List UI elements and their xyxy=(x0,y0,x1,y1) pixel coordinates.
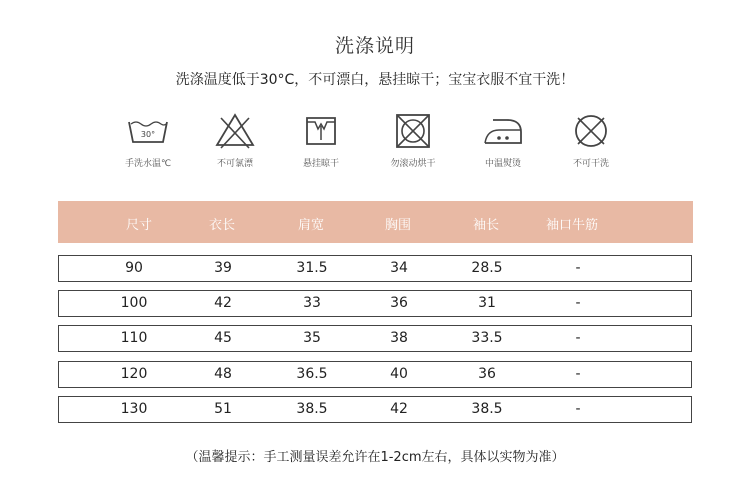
cell-cuff: - xyxy=(575,330,581,346)
cell-length: 51 xyxy=(214,401,232,417)
table-row xyxy=(58,255,692,282)
care-item-hang-dry xyxy=(276,112,366,169)
cell-sleeve: 28.5 xyxy=(471,260,503,276)
cell-cuff: - xyxy=(575,295,581,311)
measurement-note: （温馨提示：手工测量误差允许在1-2cm左右，具体以实物为准） xyxy=(185,450,565,465)
column-header-length: 衣长 xyxy=(208,218,235,233)
cell-chest: 34 xyxy=(390,260,408,276)
care-item-no-bleach xyxy=(190,112,280,169)
care-icons xyxy=(103,112,643,172)
cell-cuff: - xyxy=(575,366,581,382)
cell-sleeve: 31 xyxy=(478,295,496,311)
table-row xyxy=(58,361,692,388)
cell-shoulder: 31.5 xyxy=(296,260,328,276)
cell-sleeve: 38.5 xyxy=(471,401,503,417)
care-label: 不可氯漂 xyxy=(216,159,253,169)
no-bleach-icon xyxy=(213,112,257,150)
cell-shoulder: 35 xyxy=(303,330,321,346)
care-item-no-dry-clean xyxy=(546,112,636,169)
care-label: 中温熨烫 xyxy=(484,159,521,169)
cell-cuff: - xyxy=(575,401,581,417)
column-header-size: 尺寸 xyxy=(125,218,152,233)
cell-size: 110 xyxy=(120,330,148,346)
cell-length: 42 xyxy=(214,295,232,311)
cell-length: 48 xyxy=(214,366,232,382)
cell-chest: 38 xyxy=(390,330,408,346)
table-row xyxy=(58,290,692,317)
cell-size: 100 xyxy=(120,295,148,311)
no-tumble-dry-icon xyxy=(391,112,435,150)
cell-sleeve: 36 xyxy=(478,366,496,382)
hand-wash-icon xyxy=(126,112,170,150)
cell-shoulder: 33 xyxy=(303,295,321,311)
care-item-hand-wash xyxy=(103,112,193,169)
table-row xyxy=(58,396,692,423)
cell-length: 45 xyxy=(214,330,232,346)
table-row xyxy=(58,325,692,352)
care-item-no-tumble-dry xyxy=(368,112,458,169)
column-header-sleeve: 袖长 xyxy=(472,218,499,233)
cell-chest: 36 xyxy=(390,295,408,311)
no-dry-clean-icon xyxy=(569,112,613,150)
cell-length: 39 xyxy=(214,260,232,276)
wash-temperature: 30° xyxy=(140,130,156,139)
column-header-chest: 胸围 xyxy=(384,218,411,233)
size-table-header xyxy=(58,201,693,243)
washing-summary: 洗涤温度低于30°C，不可漂白，悬挂晾干；宝宝衣服不宜干洗！ xyxy=(175,72,575,88)
cell-chest: 40 xyxy=(390,366,408,382)
care-label: 不可干洗 xyxy=(572,159,609,169)
cell-size: 120 xyxy=(120,366,148,382)
care-item-medium-iron xyxy=(458,112,548,169)
care-label: 手洗水温℃ xyxy=(124,159,172,169)
cell-size: 130 xyxy=(120,401,148,417)
cell-shoulder: 36.5 xyxy=(296,366,328,382)
hang-dry-icon xyxy=(299,112,343,150)
column-header-cuff: 袖口牛筋 xyxy=(545,218,598,233)
care-label: 悬挂晾干 xyxy=(302,159,339,169)
care-label: 勿滚动烘干 xyxy=(390,159,436,169)
medium-iron-icon xyxy=(479,112,527,150)
column-header-shoulder: 肩宽 xyxy=(297,218,324,233)
page-title: 洗涤说明 xyxy=(334,35,415,57)
cell-shoulder: 38.5 xyxy=(296,401,328,417)
cell-size: 90 xyxy=(125,260,143,276)
cell-cuff: - xyxy=(575,260,581,276)
cell-chest: 42 xyxy=(390,401,408,417)
cell-sleeve: 33.5 xyxy=(471,330,503,346)
